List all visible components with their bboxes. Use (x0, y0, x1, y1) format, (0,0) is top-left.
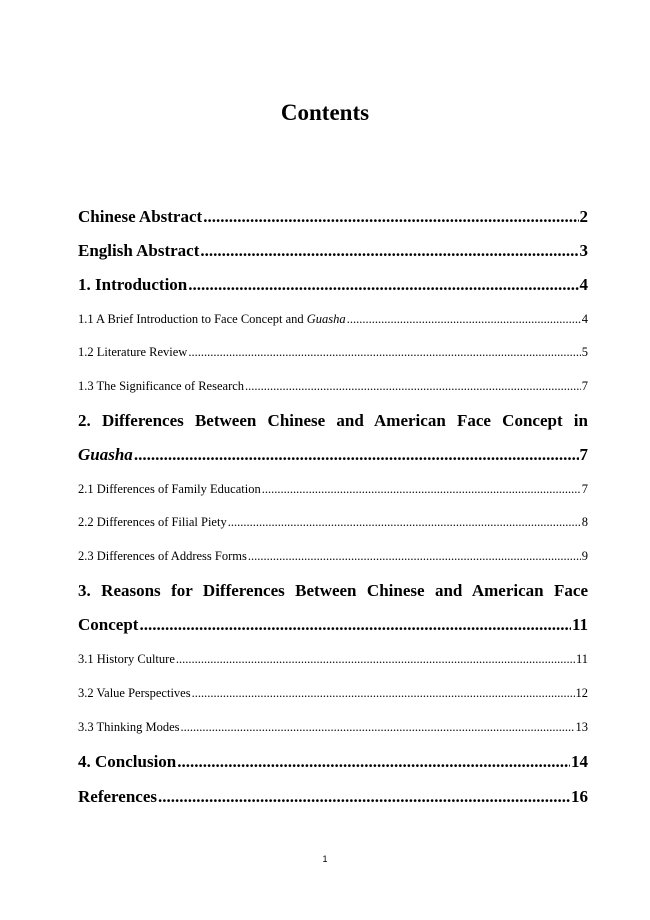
dot-leader (192, 683, 575, 703)
toc-entry-3-2[interactable] (78, 683, 588, 703)
toc-entry-references[interactable] (78, 784, 588, 810)
dot-leader (245, 376, 581, 396)
toc-entry-2-line1[interactable]: 2. Differences Between Chinese and American Face Concept in (78, 411, 588, 430)
dot-leader (200, 238, 578, 264)
toc-entry-conclusion[interactable] (78, 749, 588, 775)
dot-leader (262, 479, 581, 499)
footer-page-number: 1 (322, 854, 328, 864)
toc-entry-label: 2.1 Differences of Family Education (78, 482, 261, 496)
dot-leader (347, 309, 581, 329)
toc-entry-label: 1.1 A Brief Introduction to Face Concept and Guasha (78, 312, 346, 326)
toc-entry-2-1[interactable] (78, 479, 588, 499)
dot-leader (188, 342, 580, 362)
toc-entry-label: 4. Conclusion (78, 752, 177, 771)
toc-entry-1-1[interactable] (78, 309, 588, 329)
toc-entry-2-3[interactable] (78, 546, 588, 566)
dot-leader (203, 204, 578, 230)
toc-entry-label: 2.3 Differences of Address Forms (78, 549, 247, 563)
toc-page-number: 7 (579, 445, 588, 464)
toc-page-number: 4 (581, 312, 588, 326)
dot-leader (248, 546, 581, 566)
dot-leader (188, 272, 578, 298)
toc-entry-label: 3.3 Thinking Modes (78, 720, 180, 734)
toc-entry-label: Chinese Abstract (78, 207, 203, 226)
toc-entry-label: English Abstract (78, 241, 200, 260)
toc-entry-label: Guasha (78, 445, 133, 464)
toc-entry-3-1[interactable] (78, 649, 588, 669)
toc-page-number: 11 (575, 652, 588, 666)
dot-leader (228, 512, 581, 532)
toc-page-number: 14 (571, 752, 588, 771)
toc-entry-label: 2.2 Differences of Filial Piety (78, 515, 227, 529)
toc-page-number: 7 (581, 482, 588, 496)
dot-leader (158, 784, 570, 810)
toc-entry-label: 3.2 Value Perspectives (78, 686, 191, 700)
page-title: Contents (280, 100, 370, 125)
toc-entry-3-3[interactable] (78, 717, 588, 737)
toc-entry-3[interactable] (78, 612, 588, 638)
toc-page-number: 3 (579, 241, 588, 260)
dot-leader (181, 717, 575, 737)
toc-entry-3-line1[interactable]: 3. Reasons for Differences Between Chinese and American Face (78, 581, 588, 600)
toc-page-number: 5 (581, 345, 588, 359)
toc-page-number: 2 (579, 207, 588, 226)
toc-page-number: 7 (581, 379, 588, 393)
toc-entry-2-2[interactable] (78, 512, 588, 532)
toc-entry-introduction[interactable] (78, 272, 588, 298)
toc-entry-label: 1.2 Literature Review (78, 345, 188, 359)
toc-entry-1-3[interactable] (78, 376, 588, 396)
toc-page-number: 4 (579, 275, 588, 294)
toc-entry-label: Concept (78, 615, 139, 634)
dot-leader (177, 749, 570, 775)
toc-page-number: 9 (581, 549, 588, 563)
toc-entry-2[interactable] (78, 442, 588, 468)
toc-page-number: 11 (571, 615, 588, 634)
toc-page-number: 8 (581, 515, 588, 529)
toc-entry-chinese-abstract[interactable] (78, 204, 588, 230)
toc-page-number: 13 (575, 720, 588, 734)
toc-entry-label: 1.3 The Significance of Research (78, 379, 245, 393)
toc-entry-label: References (78, 787, 157, 806)
dot-leader (176, 649, 575, 669)
toc-page-number: 12 (575, 686, 588, 700)
toc-entry-label: 3.1 History Culture (78, 652, 175, 666)
dot-leader (139, 612, 570, 638)
toc-entry-1-2[interactable] (78, 342, 588, 362)
toc-entry-label: 1. Introduction (78, 275, 188, 294)
dot-leader (134, 442, 579, 468)
toc-page-number: 16 (571, 787, 588, 806)
toc-entry-english-abstract[interactable] (78, 238, 588, 264)
